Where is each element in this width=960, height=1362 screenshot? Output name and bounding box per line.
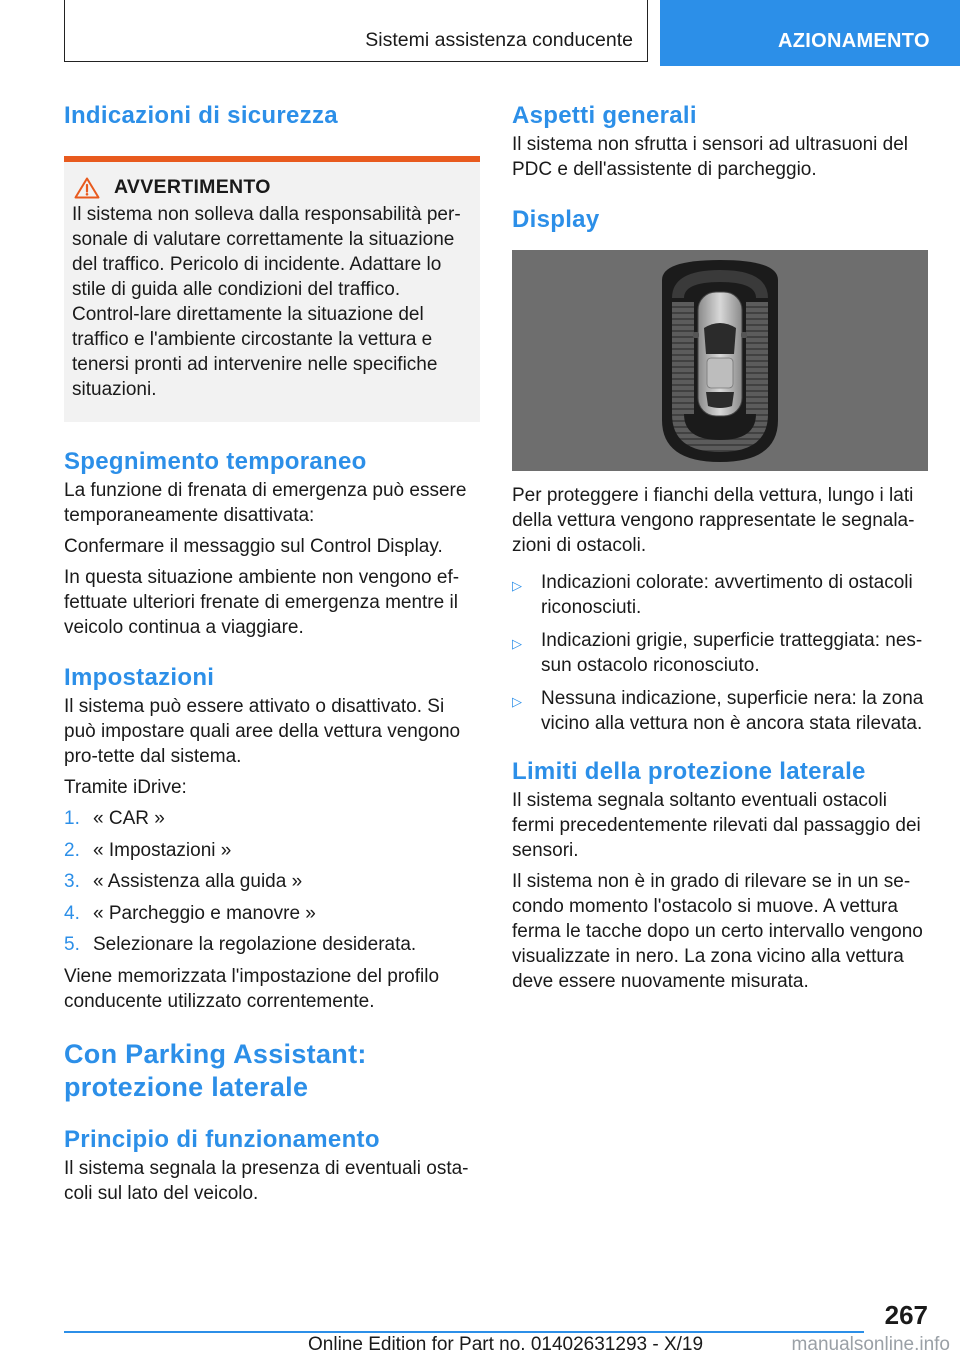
limits-paragraph-1: Il sistema segnala soltanto eventuali ostacoli fermi precedentemente rilevati dal passaggio dei sensori. — [512, 790, 921, 861]
step-text: « CAR » — [93, 808, 165, 829]
general-heading: Aspetti generali — [512, 102, 697, 129]
right-column — [512, 100, 928, 994]
display-heading: Display — [512, 206, 600, 233]
warning-text: Il sistema non solleva dalla responsabilità per-sonale di valutare correttamente la situazione del traffico. Pericolo di incidente. Adattare lo stile di guida alle condizioni del traffico. Control-lare direttamente la situazione del traffico e l'ambiente circostante la vettura e tenersi pronti ad intervenire nelle specifiche situazioni. — [72, 204, 461, 400]
list-item — [64, 869, 480, 894]
step-number: 5. — [64, 934, 80, 955]
warning-box — [64, 156, 480, 422]
step-text: « Assistenza alla guida » — [93, 871, 303, 892]
page-number: 267 — [884, 1300, 928, 1330]
step-text: Selezionare la regolazione desiderata. — [93, 934, 417, 955]
step-text: « Parcheggio e manovre » — [93, 902, 316, 924]
footer-divider — [64, 1331, 864, 1333]
general-paragraph: Il sistema non sfrutta i sensori ad ultrasuoni del PDC e dell'assistente di parcheggio. — [512, 134, 909, 180]
warning-title-row — [72, 176, 472, 199]
step-number: 3. — [64, 871, 80, 892]
bullet-text: Indicazioni colorate: avvertimento di ostacoli riconosciuti. — [541, 572, 913, 618]
footer-edition: Online Edition for Part no. 01402631293 - X/19 — [308, 1334, 704, 1355]
header-section-box — [64, 0, 648, 62]
triangle-bullet-icon: ▷ — [512, 694, 522, 709]
limits-heading: Limiti della protezione laterale — [512, 758, 866, 785]
temp-off-paragraph-1: La funzione di frenata di emergenza può essere temporaneamente disattivata: — [64, 480, 467, 526]
list-item — [512, 628, 928, 678]
step-number: 4. — [64, 902, 80, 924]
triangle-bullet-icon: ▷ — [512, 578, 522, 593]
step-number: 1. — [64, 808, 80, 829]
side-protection-display-image — [512, 250, 928, 471]
header-chapter-tab[interactable]: AZIONAMENTO — [660, 0, 960, 66]
safety-heading: Indicazioni di sicurezza — [64, 102, 338, 129]
list-item — [64, 901, 480, 926]
display-paragraph: Per proteggere i fianchi della vettura, lungo i lati della vettura vengono rappresentate le segnala-zioni di ostacoli. — [512, 485, 915, 556]
parking-assistant-heading: Con Parking Assistant: protezione laterale — [64, 1038, 367, 1102]
list-item — [64, 838, 480, 863]
footer-watermark: manualsonline.info — [791, 1334, 950, 1355]
bullet-text: Indicazioni grigie, superficie tratteggiata: nes-sun ostacolo riconosciuto. — [541, 630, 923, 676]
list-item — [512, 570, 928, 620]
temp-off-heading: Spegnimento temporaneo — [64, 448, 367, 475]
step-number: 2. — [64, 839, 80, 861]
bullet-text: Nessuna indicazione, superficie nera: la zona vicino alla vettura non è ancora stata rilevata. — [541, 688, 924, 734]
settings-heading: Impostazioni — [64, 664, 215, 691]
warning-triangle-icon — [74, 177, 100, 199]
settings-paragraph-1: Il sistema può essere attivato o disattivato. Si può impostare quali aree della vettura vengono pro-tette dal sistema. — [64, 696, 461, 767]
list-item — [512, 686, 928, 736]
principle-paragraph: Il sistema segnala la presenza di eventuali osta-coli sul lato del veicolo. — [64, 1157, 469, 1204]
principle-heading: Principio di funzionamento — [64, 1125, 380, 1153]
header-section-title: Sistemi assistenza conducente — [365, 29, 633, 51]
temp-off-paragraph-2: Confermare il messaggio sul Control Display. — [64, 536, 443, 557]
limits-paragraph-2: Il sistema non è in grado di rilevare se in un se-condo momento l'ostacolo si muove. A vettura ferma le tacche dopo un certo intervallo vengono visualizzate in nero. La zona vicino alla vettura deve essere nuovamente misurata. — [512, 871, 923, 992]
list-item — [64, 932, 480, 957]
list-item — [64, 806, 480, 831]
idrive-steps-list — [64, 806, 480, 957]
display-bullets-list — [512, 570, 928, 736]
triangle-bullet-icon: ▷ — [512, 636, 522, 651]
left-column — [64, 100, 480, 1206]
settings-paragraph-3: Viene memorizzata l'impostazione del profilo conducente utilizzato correntemente. — [64, 965, 440, 1012]
temp-off-paragraph-3: In questa situazione ambiente non vengono ef-fettuate ulteriori frenate di emergenza mentre il veicolo continua a viaggiare. — [64, 567, 460, 638]
step-text: « Impostazioni » — [93, 839, 232, 861]
warning-title: AVVERTIMENTO — [114, 176, 271, 198]
settings-paragraph-2: Tramite iDrive: — [64, 777, 187, 798]
